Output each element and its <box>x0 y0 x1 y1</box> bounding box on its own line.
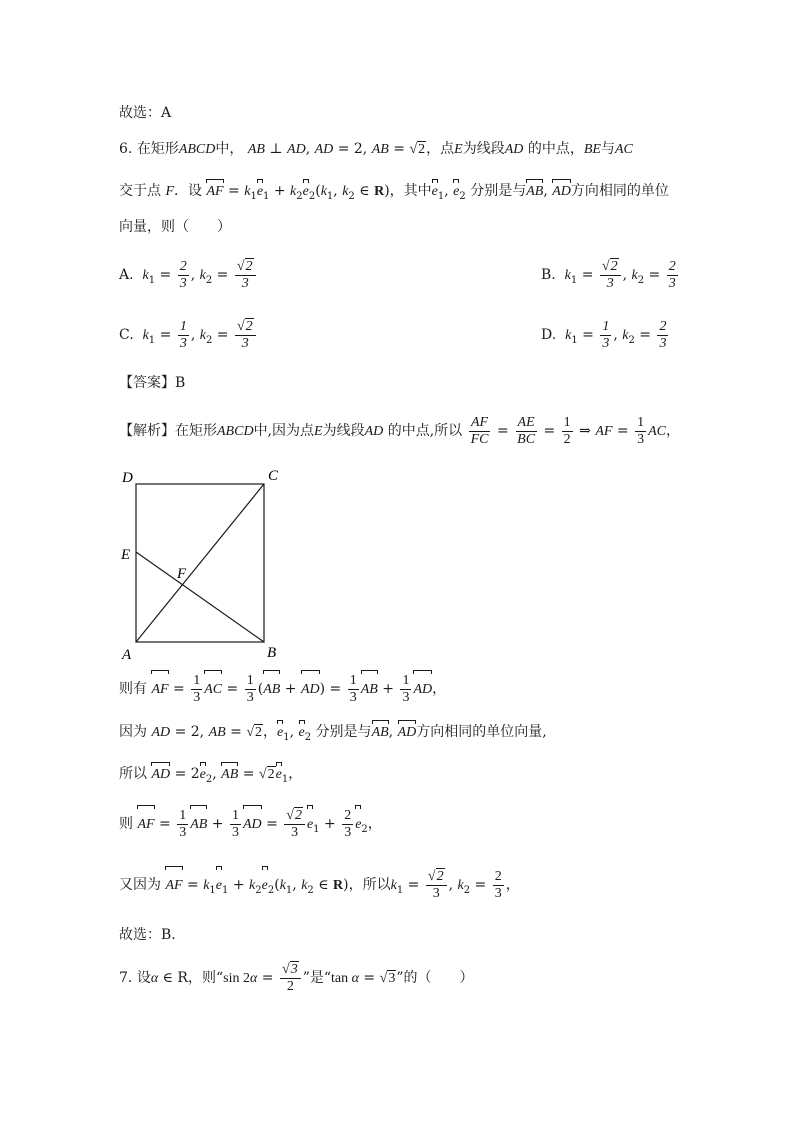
option-c[interactable]: C. $k_1$ = $\frac{1}{3}$ , $k_2$ = $\frac{√2}{3}$ <box>119 318 258 358</box>
q6-stem-line1: 6. 在矩形ABCD中， AB ⊥ AD, AD = 2, AB = √2，点E为线段AD 的中点，BE与AC <box>119 141 633 157</box>
label-e: E <box>121 547 131 563</box>
option-d[interactable]: D. $k_1$ = $\frac{1}{3}$ , $k_2$ = $\frac{2}{3}$ <box>541 318 667 351</box>
label-a: A <box>122 647 132 662</box>
analysis-step1: 则有 AF = $\frac{1}{3}$ AC = $\frac{1}{3}$ (AB + AD) = $\frac{1}{3}$ AB + $\frac{1}{3}$ AD， <box>119 672 446 707</box>
q7-stem: 7. 设α ∈ R，则“sin 2α = $\frac{√3}{2}$ ”是“tan α = √3”的（ ） <box>119 961 474 994</box>
rectangle-figure <box>118 462 288 662</box>
answer-tag: 【答案】B <box>119 375 186 391</box>
analysis-step4: 则 AF = $\frac{1}{3}$ AB + $\frac{1}{3}$ AD = $\frac{√2}{3}$ $e_1$ + $\frac{2}{3}$ $e_2$， <box>119 807 382 847</box>
prev-answer: 故选：A <box>119 105 172 121</box>
diagonal-ac <box>136 484 264 642</box>
option-b[interactable]: B. $k_1$ = $\frac{√2}{3}$ , $k_2$ = $\frac{2}{3}$ <box>541 258 676 291</box>
label-c: C <box>268 468 279 484</box>
conclusion: 故选：B. <box>119 927 176 943</box>
segment-be <box>136 552 264 642</box>
q6-stem-line2: 交于点 F．设 AF = $k_1e_1 + k_2e_2(k_1$, $k_2$ ∈ R)，其中$e_1$, $e_2$ 分别是与AB, AD方向相同的单位 <box>119 183 669 202</box>
analysis-step3: 所以 AD = $2e_2$, AB = $√2e_1$， <box>119 766 303 785</box>
analysis-line1: 【解析】在矩形ABCD中,因为点E为线段AD 的中点,所以 $\frac{AF}{FC}$ = $\frac{AE}{BC}$ = $\frac{1}{2}$ ⇒ AF = $\frac{1}{3}$ AC， <box>119 414 680 447</box>
q6-stem-line3: 向量，则（ ） <box>119 219 231 235</box>
label-b: B <box>267 645 277 661</box>
option-a[interactable]: A. $k_1$ = $\frac{2}{3}$ , $k_2$ = $\frac{√2}{3}$ <box>119 258 258 298</box>
analysis-step5: 又因为 AF = $k_1e_1 + k_2e_2(k_1$, $k_2$ ∈ R)，所以$k_1$ = $\frac{√2}{3}$ , $k_2$ = $\frac{2}{3}$ ， <box>119 868 520 908</box>
label-d: D <box>122 470 133 486</box>
label-f: F <box>177 566 187 582</box>
analysis-step2: 因为 AD = 2, AB = √2，$e_1$, $e_2$ 分别是与AB, AD方向相同的单位向量, <box>119 724 547 743</box>
